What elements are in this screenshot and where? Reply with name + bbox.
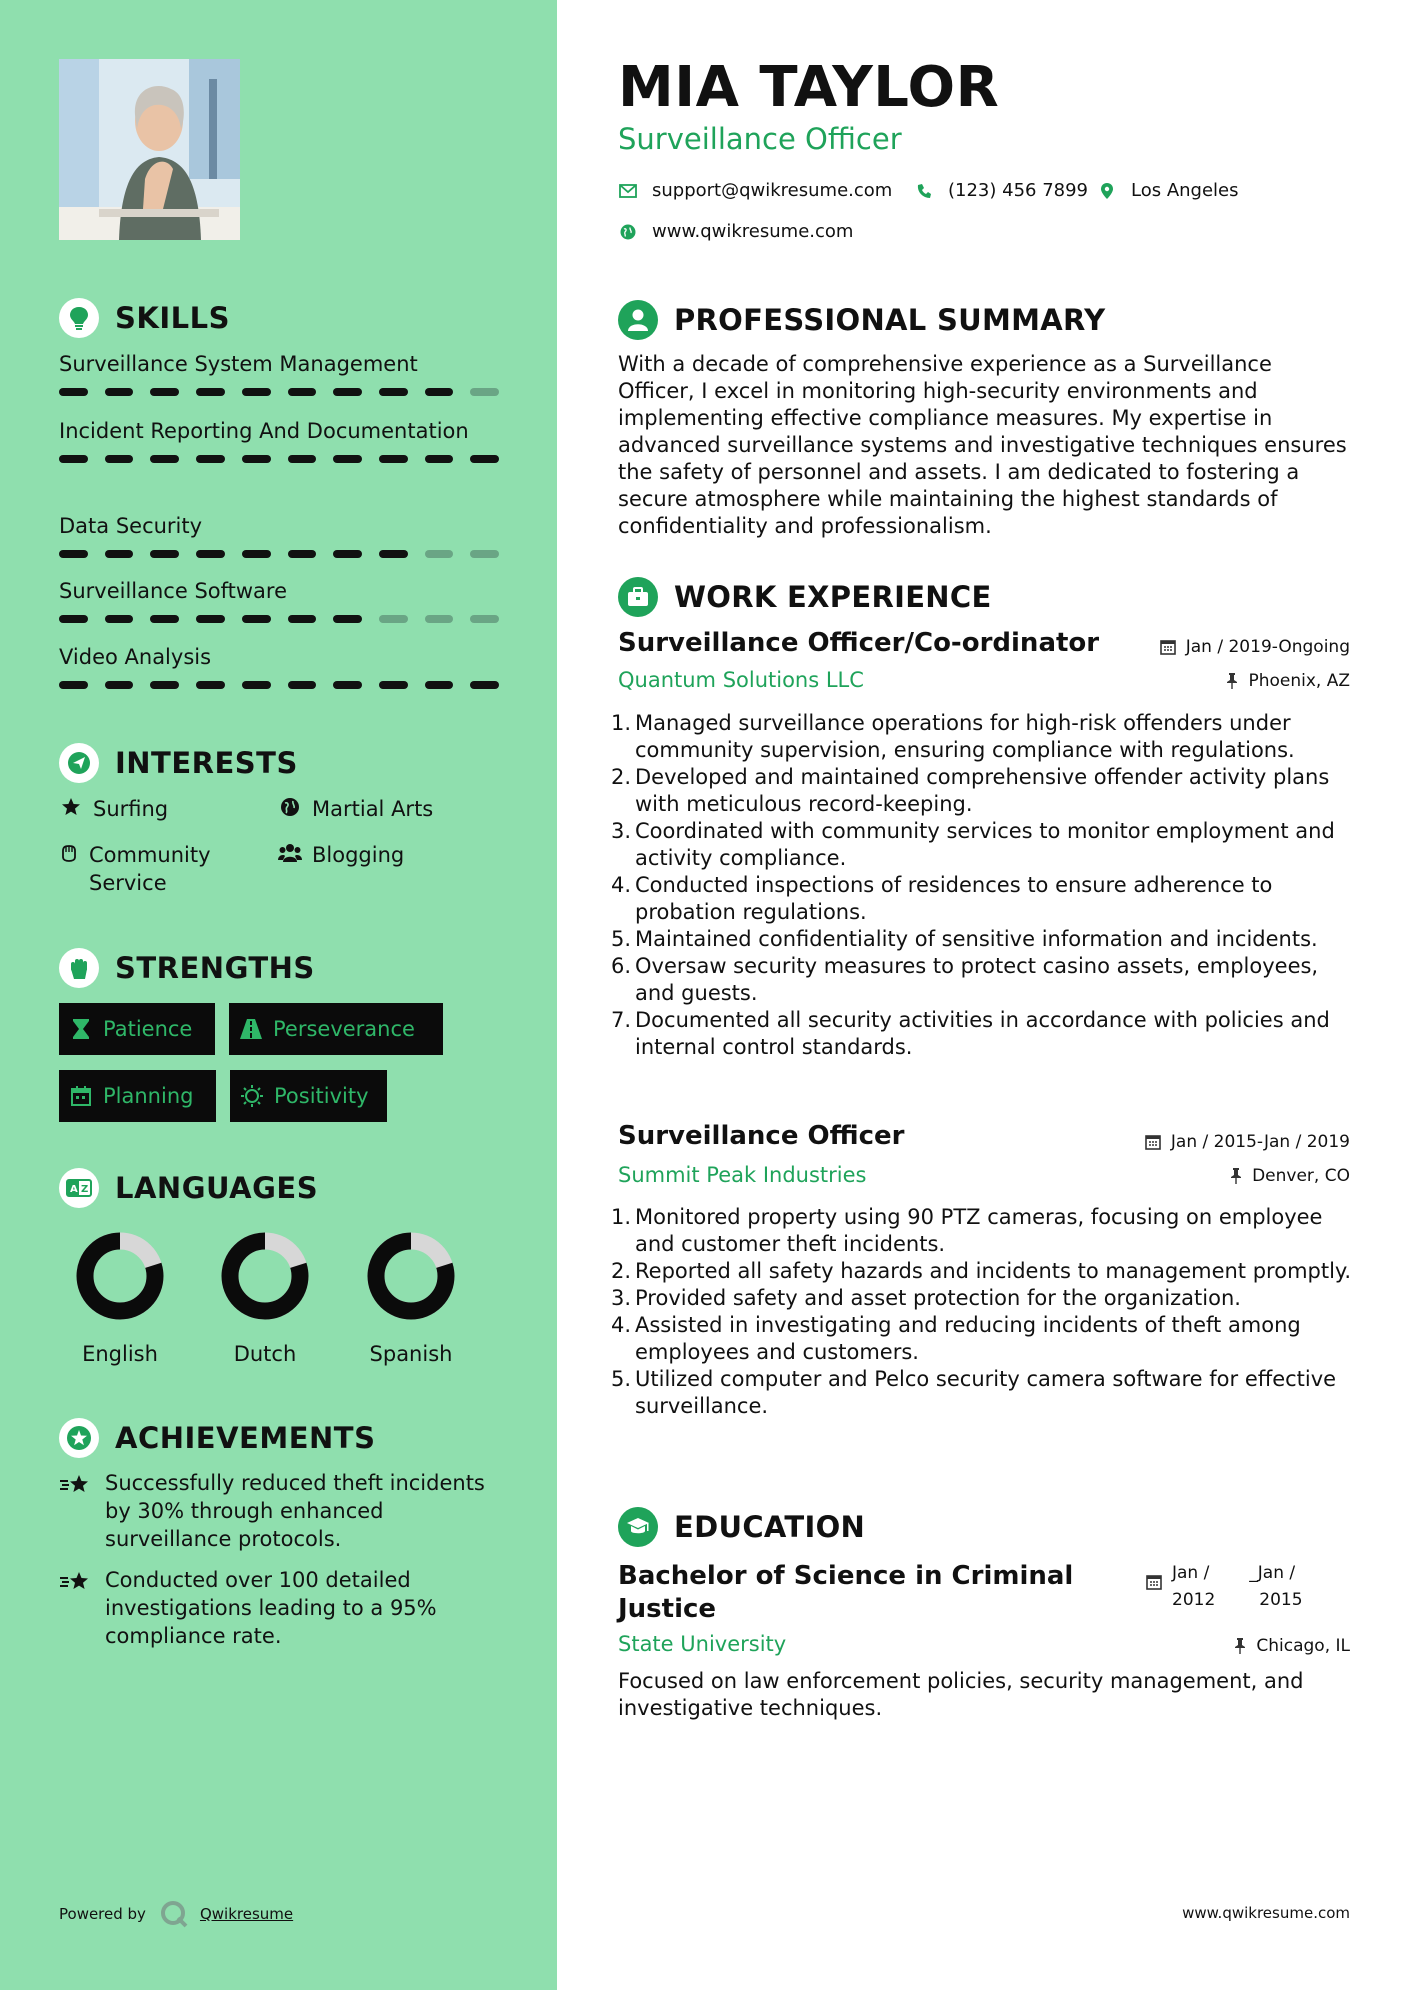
skill-level-bar <box>59 455 499 463</box>
education-location <box>1234 1636 1350 1656</box>
start-month: Jan / <box>1172 1563 1210 1583</box>
skill-item <box>59 577 499 623</box>
strength-badge <box>229 1003 443 1055</box>
list-item: 4. Assisted in investigating and reducing incidents of theft among employees and customers. <box>608 1312 1353 1366</box>
languages-header <box>59 1168 318 1208</box>
job-location-text: Denver, CO <box>1252 1166 1350 1186</box>
interest-label: Martial Arts <box>312 797 434 821</box>
strength-label: Patience <box>103 1017 193 1041</box>
achievements-header <box>59 1418 375 1458</box>
interest-item <box>278 795 433 823</box>
interest-label: Surfing <box>93 797 169 821</box>
skill-dash-filled <box>150 681 179 689</box>
job-dates-text: Jan / 2019-Ongoing <box>1185 637 1350 657</box>
skill-item <box>59 350 499 396</box>
skill-dash-filled <box>242 681 271 689</box>
skill-dash-filled <box>150 455 179 463</box>
skill-dash-filled <box>105 615 134 623</box>
list-item: 7. Documented all security activities in accordance with policies and internal control standards. <box>608 1007 1353 1061</box>
paper-plane-icon <box>59 743 99 783</box>
calendar-icon <box>69 1086 93 1106</box>
bullet-text: Conducted inspections of residences to ensure adherence to probation regulations. <box>635 873 1273 924</box>
list-item: 3. Coordinated with community services to monitor employment and activity compliance. <box>608 818 1353 872</box>
qwikresume-link[interactable]: Qwikresume <box>199 1905 294 1923</box>
interest-label: Community Service <box>89 843 211 895</box>
job-dates-text: Jan / 2015-Jan / 2019 <box>1170 1132 1350 1152</box>
footer-website-link[interactable]: www.qwikresume.com <box>1182 1904 1350 1922</box>
education-location-text: Chicago, IL <box>1256 1636 1350 1656</box>
strengths-header <box>59 948 315 988</box>
skill-dash-filled <box>288 550 317 558</box>
list-item: 5. Maintained confidentiality of sensitive information and incidents. <box>610 927 1318 951</box>
contact-email[interactable] <box>618 180 892 201</box>
skill-dash-filled <box>105 681 134 689</box>
list-item: 5. Utilized computer and Pelco security camera software for effective surveillance. <box>608 1366 1353 1420</box>
achievement-text: Successfully reduced theft incidents by 30% through enhanced surveillance protocols. <box>105 1471 485 1551</box>
job-dates <box>1160 637 1350 657</box>
skill-level-bar <box>59 388 499 396</box>
skill-dash-filled <box>379 388 408 396</box>
language-level-ring <box>76 1232 164 1320</box>
calendar-icon <box>1160 639 1176 655</box>
skill-dash-filled <box>379 550 408 558</box>
skill-dash-filled <box>288 681 317 689</box>
skill-name: Data Security <box>59 514 203 538</box>
skill-dash-filled <box>288 388 317 396</box>
skill-dash-filled <box>333 615 362 623</box>
language-item <box>50 1232 190 1366</box>
map-pin-icon <box>1097 183 1117 199</box>
job-title: Surveillance Officer/Co-ordinator <box>618 628 1100 658</box>
language-item <box>341 1232 481 1366</box>
bullet-text: Oversaw security measures to protect casino assets, employees, and guests. <box>635 954 1319 1005</box>
location-text: Los Angeles <box>1131 180 1239 201</box>
skill-item <box>59 512 499 558</box>
summary-title: PROFESSIONAL SUMMARY <box>674 303 1106 337</box>
end-year: 2015 <box>1259 1590 1303 1610</box>
languages-title: LANGUAGES <box>115 1171 319 1205</box>
contact-phone[interactable] <box>914 180 1088 201</box>
interest-label: Blogging <box>312 843 405 867</box>
skill-dash-filled <box>196 615 225 623</box>
skill-dash-filled <box>425 681 454 689</box>
degree-title: Bachelor of Science in Criminal Justice <box>618 1561 1074 1624</box>
job-responsibilities <box>608 1204 1353 1420</box>
company-name: Summit Peak Industries <box>618 1163 867 1187</box>
list-item: 2. Developed and maintained comprehensive offender activity plans with meticulous record-keeping. <box>608 764 1353 818</box>
education-dates <box>1146 1560 1303 1614</box>
star-badge-icon <box>59 1418 99 1458</box>
email-text: support@qwikresume.com <box>652 180 893 201</box>
skill-dash-filled <box>242 455 271 463</box>
education-header <box>618 1507 865 1547</box>
job-location <box>1230 1166 1350 1186</box>
skill-dash-filled <box>242 615 271 623</box>
skill-dash-filled <box>105 550 134 558</box>
achievements-title: ACHIEVEMENTS <box>115 1421 376 1455</box>
skills-title: SKILLS <box>115 301 230 335</box>
list-item: 1. Monitored property using 90 PTZ cameras, focusing on employee and customer theft incidents. <box>608 1204 1353 1258</box>
education-description: Focused on law enforcement policies, security management, and investigative techniques. <box>618 1669 1304 1720</box>
bullet-text: Provided safety and asset protection for the organization. <box>635 1286 1241 1310</box>
skill-dash-filled <box>59 615 88 623</box>
skill-dash-filled <box>59 388 88 396</box>
hourglass-icon <box>69 1018 93 1040</box>
skill-dash-empty <box>425 615 454 623</box>
contact-website[interactable] <box>618 221 853 242</box>
hand-icon <box>59 841 79 863</box>
envelope-icon <box>618 184 638 198</box>
svg-text:A: A <box>70 1184 78 1195</box>
skill-dash-filled <box>470 455 499 463</box>
strength-label: Planning <box>103 1084 194 1108</box>
achievement-item <box>59 1469 499 1553</box>
skill-dash-filled <box>196 455 225 463</box>
language-level-ring <box>367 1232 455 1320</box>
job-location <box>1226 671 1350 691</box>
skill-dash-filled <box>333 455 362 463</box>
pushpin-icon <box>1230 1168 1242 1184</box>
skill-item <box>59 643 499 689</box>
skill-dash-filled <box>333 550 362 558</box>
strength-badge <box>59 1003 215 1055</box>
phone-text: (123) 456 7899 <box>948 180 1089 201</box>
skill-dash-filled <box>196 388 225 396</box>
language-name: Dutch <box>233 1342 297 1366</box>
education-title: EDUCATION <box>674 1510 866 1544</box>
pushpin-icon <box>1226 673 1238 689</box>
strength-label: Perseverance <box>273 1017 415 1041</box>
powered-by-label: Powered by <box>59 1905 146 1923</box>
skill-name: Surveillance System Management <box>59 352 418 376</box>
skill-dash-filled <box>150 615 179 623</box>
candidate-name: MIA TAYLOR <box>618 55 1000 120</box>
skill-dash-empty <box>425 550 454 558</box>
interest-item <box>59 795 168 823</box>
user-icon <box>618 300 658 340</box>
list-item: 6. Oversaw security measures to protect casino assets, employees, and guests. <box>608 953 1353 1007</box>
skill-dash-filled <box>288 615 317 623</box>
website-text: www.qwikresume.com <box>652 221 854 242</box>
skill-dash-filled <box>379 681 408 689</box>
interests-header <box>59 743 298 783</box>
skill-dash-filled <box>105 455 134 463</box>
strengths-title: STRENGTHS <box>115 951 315 985</box>
strength-label: Positivity <box>274 1084 369 1108</box>
interest-item <box>278 841 404 869</box>
language-level-ring <box>221 1232 309 1320</box>
strength-badge <box>230 1070 387 1122</box>
svg-text:Z: Z <box>81 1184 89 1195</box>
skill-dash-filled <box>425 455 454 463</box>
skill-dash-empty <box>470 550 499 558</box>
candidate-role: Surveillance Officer <box>618 122 902 156</box>
skill-dash-filled <box>379 455 408 463</box>
sidebar <box>0 0 557 1990</box>
phone-icon <box>914 183 934 199</box>
contact-location <box>1097 180 1239 201</box>
skill-dash-empty <box>470 388 499 396</box>
powered-by <box>59 1900 293 1928</box>
skill-name: Video Analysis <box>59 645 212 669</box>
education-end <box>1249 1560 1302 1614</box>
list-item: 2. Reported all safety hazards and incidents to management promptly. <box>610 1259 1352 1283</box>
road-icon <box>239 1019 263 1039</box>
list-item: 3. Provided safety and asset protection for the organization. <box>610 1286 1241 1310</box>
bullet-text: Assisted in investigating and reducing incidents of theft among employees and customers. <box>635 1313 1301 1364</box>
skill-dash-filled <box>333 388 362 396</box>
bullet-text: Maintained confidentiality of sensitive information and incidents. <box>635 927 1318 951</box>
education-start <box>1172 1560 1215 1614</box>
job-title: Surveillance Officer <box>618 1121 905 1151</box>
job-responsibilities <box>608 710 1353 1061</box>
interests-title: INTERESTS <box>115 746 298 780</box>
skill-dash-filled <box>425 388 454 396</box>
skill-dash-filled <box>196 681 225 689</box>
bullet-text: Managed surveillance operations for high-risk offenders under community supervision, ensuring compliance with regulations. <box>635 711 1295 762</box>
skill-item <box>59 417 499 463</box>
end-month: _Jan / <box>1249 1563 1296 1583</box>
start-year: 2012 <box>1172 1590 1216 1610</box>
experience-title: WORK EXPERIENCE <box>674 580 992 614</box>
shooting-star-icon <box>59 1469 91 1553</box>
job-location-text: Phoenix, AZ <box>1248 671 1350 691</box>
calendar-icon <box>1145 1134 1161 1150</box>
experience-header <box>618 577 992 617</box>
skill-dash-filled <box>59 550 88 558</box>
language-name: Spanish <box>369 1342 453 1366</box>
company-name: Quantum Solutions LLC <box>618 668 864 692</box>
skill-dash-filled <box>242 550 271 558</box>
sun-icon <box>240 1085 264 1107</box>
pushpin-icon <box>1234 1638 1246 1654</box>
lightbulb-icon <box>59 298 99 338</box>
summary-header <box>618 300 1105 340</box>
skill-dash-filled <box>150 550 179 558</box>
bullet-text: Utilized computer and Pelco security camera software for effective surveillance. <box>635 1367 1337 1418</box>
language-icon <box>59 1168 99 1208</box>
bullet-text: Reported all safety hazards and incidents to management promptly. <box>635 1259 1352 1283</box>
language-name: English <box>82 1342 158 1366</box>
skill-dash-filled <box>59 681 88 689</box>
shooting-star-icon <box>59 1566 91 1650</box>
calendar-icon <box>1146 1560 1162 1614</box>
skill-name: Surveillance Software <box>59 579 288 603</box>
interest-item <box>59 841 259 897</box>
achievement-item <box>59 1566 499 1650</box>
strength-badge <box>59 1070 216 1122</box>
skill-dash-empty <box>379 615 408 623</box>
users-icon <box>278 841 302 863</box>
skill-level-bar <box>59 550 499 558</box>
bullet-text: Developed and maintained comprehensive offender activity plans with meticulous record-keeping. <box>635 765 1330 816</box>
bullet-text: Monitored property using 90 PTZ cameras, focusing on employee and customer theft incidents. <box>635 1205 1323 1256</box>
star-icon <box>59 795 83 817</box>
briefcase-icon <box>618 577 658 617</box>
skill-level-bar <box>59 681 499 689</box>
skill-dash-filled <box>196 550 225 558</box>
qwikresume-logo-icon <box>160 1900 188 1928</box>
skill-dash-filled <box>150 388 179 396</box>
profile-photo <box>59 59 240 240</box>
school-name: State University <box>618 1632 787 1656</box>
skill-dash-filled <box>470 681 499 689</box>
skills-header <box>59 298 230 338</box>
skill-dash-filled <box>105 388 134 396</box>
skill-dash-filled <box>59 455 88 463</box>
achievement-text: Conducted over 100 detailed investigations leading to a 95% compliance rate. <box>105 1568 437 1648</box>
skill-dash-filled <box>242 388 271 396</box>
fist-icon <box>59 948 99 988</box>
skill-dash-filled <box>333 681 362 689</box>
job-dates <box>1145 1132 1350 1152</box>
bullet-text: Coordinated with community services to monitor employment and activity compliance. <box>635 819 1335 870</box>
list-item: 1. Managed surveillance operations for high-risk offenders under community supervision, ensuring compliance with regulations. <box>608 710 1353 764</box>
graduation-cap-icon <box>618 1507 658 1547</box>
skill-level-bar <box>59 615 499 623</box>
skill-dash-filled <box>288 455 317 463</box>
skill-dash-empty <box>470 615 499 623</box>
summary-text: With a decade of comprehensive experience as a Surveillance Officer, I excel in monitoring high-security environments and implementing effective compliance measures. My expertise in advanced surveillance systems and investigative techniques ensures the safety of personnel and assets. I am dedicated to fostering a secure atmosphere while maintaining the highest standards of confidentiality and professionalism. <box>618 352 1347 538</box>
globe-icon <box>278 795 302 817</box>
skill-name: Incident Reporting And Documentation <box>59 419 469 443</box>
bullet-text: Documented all security activities in accordance with policies and internal control standards. <box>635 1008 1330 1059</box>
globe-icon <box>618 224 638 240</box>
language-item <box>195 1232 335 1366</box>
list-item: 4. Conducted inspections of residences to ensure adherence to probation regulations. <box>608 872 1353 926</box>
